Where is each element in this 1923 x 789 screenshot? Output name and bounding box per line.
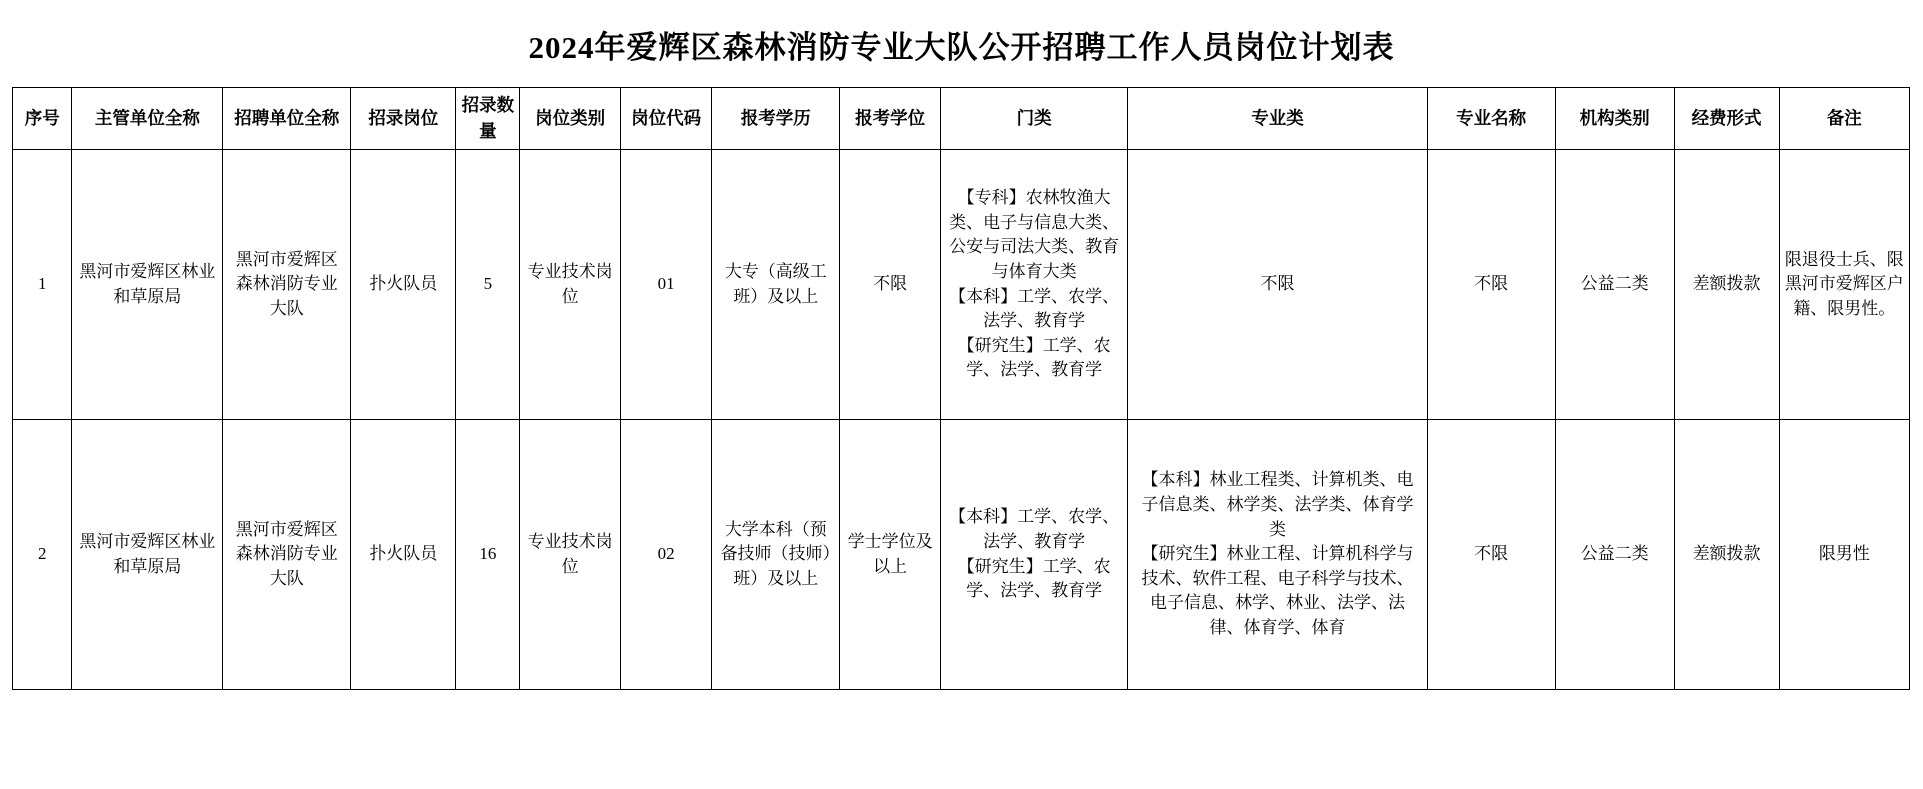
cell-post: 扑火队员 xyxy=(351,420,456,690)
header-org: 机构类别 xyxy=(1555,88,1674,150)
cell-num: 16 xyxy=(456,420,520,690)
cell-remark: 限男性 xyxy=(1779,420,1909,690)
cell-major: 【本科】林业工程类、计算机类、电子信息类、林学类、法学类、体育学类 【研究生】林业工程、计算机科学与技术、软件工程、电子科学与技术、电子信息、林学、林业、法学、法律、体育学、体育 xyxy=(1128,420,1427,690)
cell-degree: 不限 xyxy=(840,150,941,420)
cell-num: 5 xyxy=(456,150,520,420)
header-dept: 主管单位全称 xyxy=(72,88,223,150)
cell-unit: 黑河市爱辉区森林消防专业大队 xyxy=(223,150,351,420)
header-category: 门类 xyxy=(940,88,1127,150)
table-row xyxy=(13,420,1910,690)
cell-code: 01 xyxy=(620,150,711,420)
header-unit: 招聘单位全称 xyxy=(223,88,351,150)
header-major-name: 专业名称 xyxy=(1427,88,1555,150)
header-num: 招录数量 xyxy=(456,88,520,150)
cell-code: 02 xyxy=(620,420,711,690)
recruitment-plan-table xyxy=(12,87,1910,690)
cell-unit: 黑河市爱辉区森林消防专业大队 xyxy=(223,420,351,690)
cell-type: 专业技术岗位 xyxy=(520,150,621,420)
cell-seq: 1 xyxy=(13,150,72,420)
cell-org: 公益二类 xyxy=(1555,420,1674,690)
cell-degree: 学士学位及以上 xyxy=(840,420,941,690)
page-title: 2024年爱辉区森林消防专业大队公开招聘工作人员岗位计划表 xyxy=(528,30,1395,65)
cell-org: 公益二类 xyxy=(1555,150,1674,420)
cell-remark: 限退役士兵、限黑河市爱辉区户籍、限男性。 xyxy=(1779,150,1909,420)
cell-major: 不限 xyxy=(1128,150,1427,420)
table-header-row xyxy=(13,88,1910,150)
cell-category: 【本科】工学、农学、法学、教育学 【研究生】工学、农学、法学、教育学 xyxy=(940,420,1127,690)
cell-fund: 差额拨款 xyxy=(1674,420,1779,690)
cell-fund: 差额拨款 xyxy=(1674,150,1779,420)
header-edu: 报考学历 xyxy=(712,88,840,150)
table-row xyxy=(13,150,1910,420)
header-fund: 经费形式 xyxy=(1674,88,1779,150)
cell-post: 扑火队员 xyxy=(351,150,456,420)
header-code: 岗位代码 xyxy=(620,88,711,150)
header-remark: 备注 xyxy=(1779,88,1909,150)
header-post: 招录岗位 xyxy=(351,88,456,150)
cell-type: 专业技术岗位 xyxy=(520,420,621,690)
header-type: 岗位类别 xyxy=(520,88,621,150)
header-major: 专业类 xyxy=(1128,88,1427,150)
header-degree: 报考学位 xyxy=(840,88,941,150)
cell-dept: 黑河市爱辉区林业和草原局 xyxy=(72,150,223,420)
cell-seq: 2 xyxy=(13,420,72,690)
cell-edu: 大学本科（预备技师（技师）班）及以上 xyxy=(712,420,840,690)
cell-major-name: 不限 xyxy=(1427,150,1555,420)
cell-major-name: 不限 xyxy=(1427,420,1555,690)
cell-category: 【专科】农林牧渔大类、电子与信息大类、公安与司法大类、教育与体育大类 【本科】工学、农学、法学、教育学 【研究生】工学、农学、法学、教育学 xyxy=(940,150,1127,420)
cell-edu: 大专（高级工班）及以上 xyxy=(712,150,840,420)
cell-dept: 黑河市爱辉区林业和草原局 xyxy=(72,420,223,690)
header-seq: 序号 xyxy=(13,88,72,150)
